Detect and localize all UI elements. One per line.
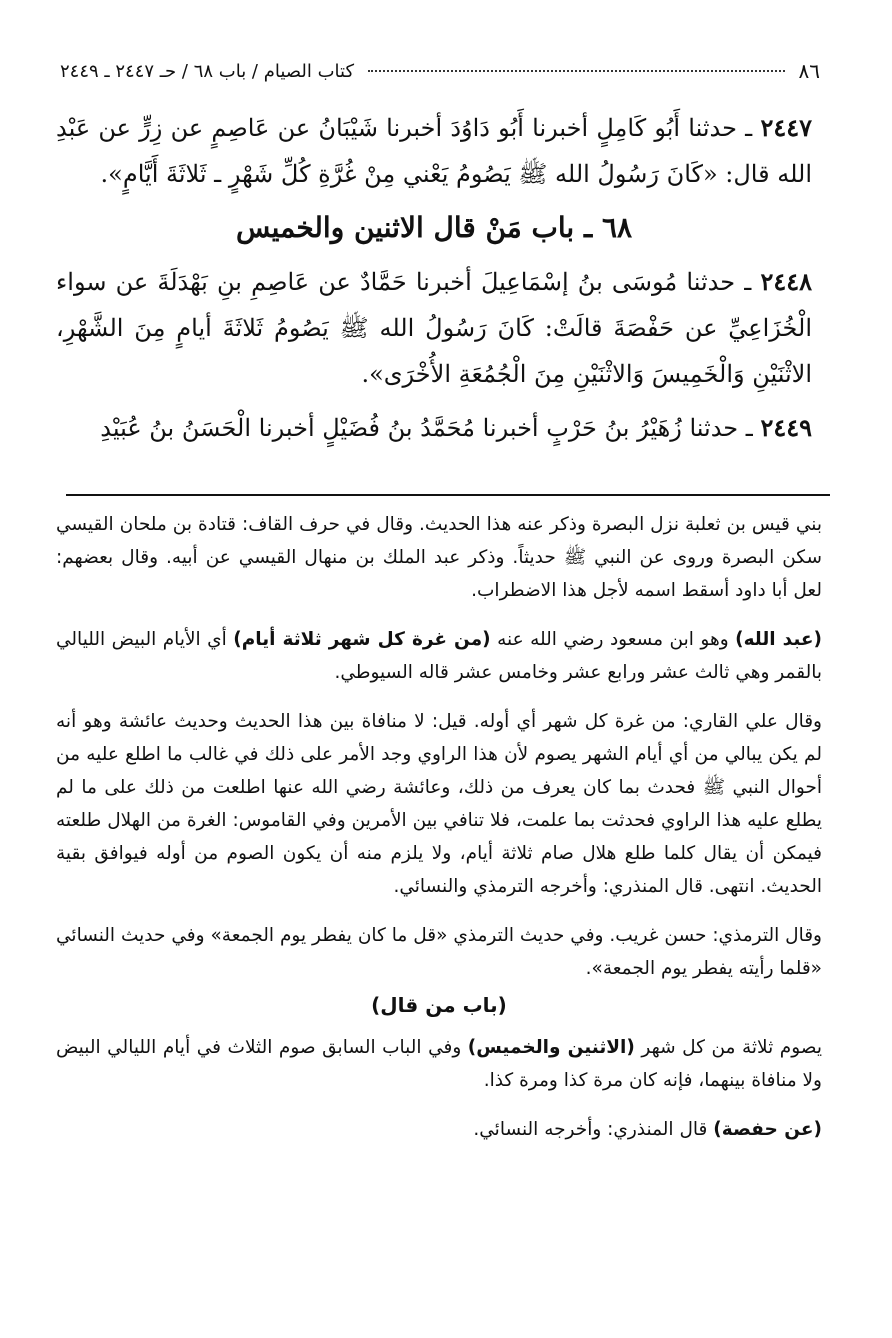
page-number: ٨٦	[798, 59, 820, 83]
commentary-text: وفي الباب السابق صوم الثلاث في أيام الليالي البيض ولا منافاة بينهما، فإنه كان مرة كذا ومرة كذا.	[56, 1037, 822, 1091]
header-dotted-leader	[368, 70, 784, 72]
commentary-text: يصوم ثلاثة من كل شهر	[634, 1037, 822, 1058]
hadith-2448	[56, 259, 812, 397]
running-title: كتاب الصيام / باب ٦٨ / حـ ٢٤٤٧ ـ ٢٤٤٩	[60, 60, 355, 82]
hadith-number: ٢٤٤٩	[760, 413, 812, 442]
commentary-lemma: (من غرة كل شهر ثلاثة أيام)	[233, 629, 491, 650]
commentary-lemma: (عن حفصة)	[713, 1119, 822, 1140]
commentary-paragraph: بني قيس بن ثعلبة نزل البصرة وذكر عنه هذا الحديث. وقال في حرف القاف: قتادة بن ملحان القيسي سكن البصرة وروى عن النبي ﷺ حديثاً. وذكر عبد الملك بن منهال القيسي عن أبيه. وقال بعضهم: لعل أبا داود أسقط اسمه لأجل هذا الاضطراب.	[56, 514, 822, 601]
hadith-text: ـ حدثنا مُوسَى بنُ إسْمَاعِيلَ أخبرنا حَمَّادٌ عن عَاصِمِ بنِ بَهْدَلَةَ عن سواء الْخُزَاعِيِّ عن حَفْصَةَ قالَتْ: كَانَ رَسُولُ الله ﷺ يَصُومُ ثَلاثَةَ أيامٍ مِنَ الشَّهْرِ، الاثْنَيْنِ وَالْخَمِيسَ وَالاثْنَيْنِ مِنَ الْجُمُعَةِ الأُخْرَى».	[56, 268, 812, 388]
hadith-2449	[56, 405, 812, 451]
commentary-lemma: (الاثنين والخميس)	[467, 1037, 635, 1058]
hadith-number: ٢٤٤٧	[760, 113, 812, 142]
commentary-text: قال المنذري: وأخرجه النسائي.	[473, 1119, 714, 1140]
commentary-paragraph	[56, 623, 822, 689]
footnote-separator	[66, 494, 830, 496]
page-header	[60, 56, 820, 86]
commentary-paragraph: وقال علي القاري: من غرة كل شهر أي أوله. قيل: لا منافاة بين هذا الحديث وحديث عائشة وهو أنه لم يكن يبالي من أي أيام الشهر يصوم لأن هذا الراوي وجد الأمر على ذلك في غالب ما اطلع عليه من أحوال النبي ﷺ فحدث بما كان يعرف من ذلك، وعائشة رضي الله عنها اطلعت من ذلك على ما لم يطلع عليه هذا الراوي فحدثت بما علمت، فلا تنافي بين الأمرين وفي القاموس: الغرة من الهلال طلعته فيمكن أن يقال كلما طلع هلال صام ثلاثة أيام، ولا يلزم منه أن يكون الصوم من أوله فيوافق بقية الحديث. انتهى. قال المنذري: وأخرجه الترمذي والنسائي.	[56, 711, 822, 897]
commentary-text: أي الأيام البيض الليالي بالقمر وهي ثالث عشر ورابع عشر وخامس عشر قاله السيوطي.	[56, 629, 822, 683]
commentary-paragraph	[56, 1031, 822, 1097]
commentary-paragraph: وقال الترمذي: حسن غريب. وفي حديث الترمذي «قل ما كان يفطر يوم الجمعة» وفي حديث النسائي «قلما رأيته يفطر يوم الجمعة».	[56, 925, 822, 979]
commentary-paragraph	[56, 1113, 822, 1146]
main-text	[56, 105, 812, 459]
hadith-text: ـ حدثنا زُهَيْرُ بنُ حَرْبٍ أخبرنا مُحَمَّدُ بنُ فُضَيْلٍ أخبرنا الْحَسَنُ بنُ عُبَيْدِ	[100, 414, 753, 442]
commentary-lemma: (عبد الله)	[735, 629, 823, 650]
hadith-2447	[56, 105, 812, 197]
hadith-number: ٢٤٤٨	[760, 267, 812, 296]
commentary	[56, 508, 822, 1152]
hadith-text: ـ حدثنا أَبُو كَامِلٍ أخبرنا أَبُو دَاوُدَ أخبرنا شَيْبَانُ عن عَاصِمٍ عن زِرٍّ عن عَبْدِ الله قال: «كَانَ رَسُولُ الله ﷺ يَصُومُ يَعْني مِنْ غُرَّةِ كُلِّ شَهْرٍ ـ ثَلاثَةَ أَيَّامٍ».	[56, 114, 812, 188]
commentary-text: وهو ابن مسعود رضي الله عنه	[490, 629, 736, 650]
commentary-subheading: (باب من قال)	[371, 993, 507, 1017]
chapter-heading: ٦٨ ـ باب مَنْ قال الاثنين والخميس	[235, 211, 633, 244]
